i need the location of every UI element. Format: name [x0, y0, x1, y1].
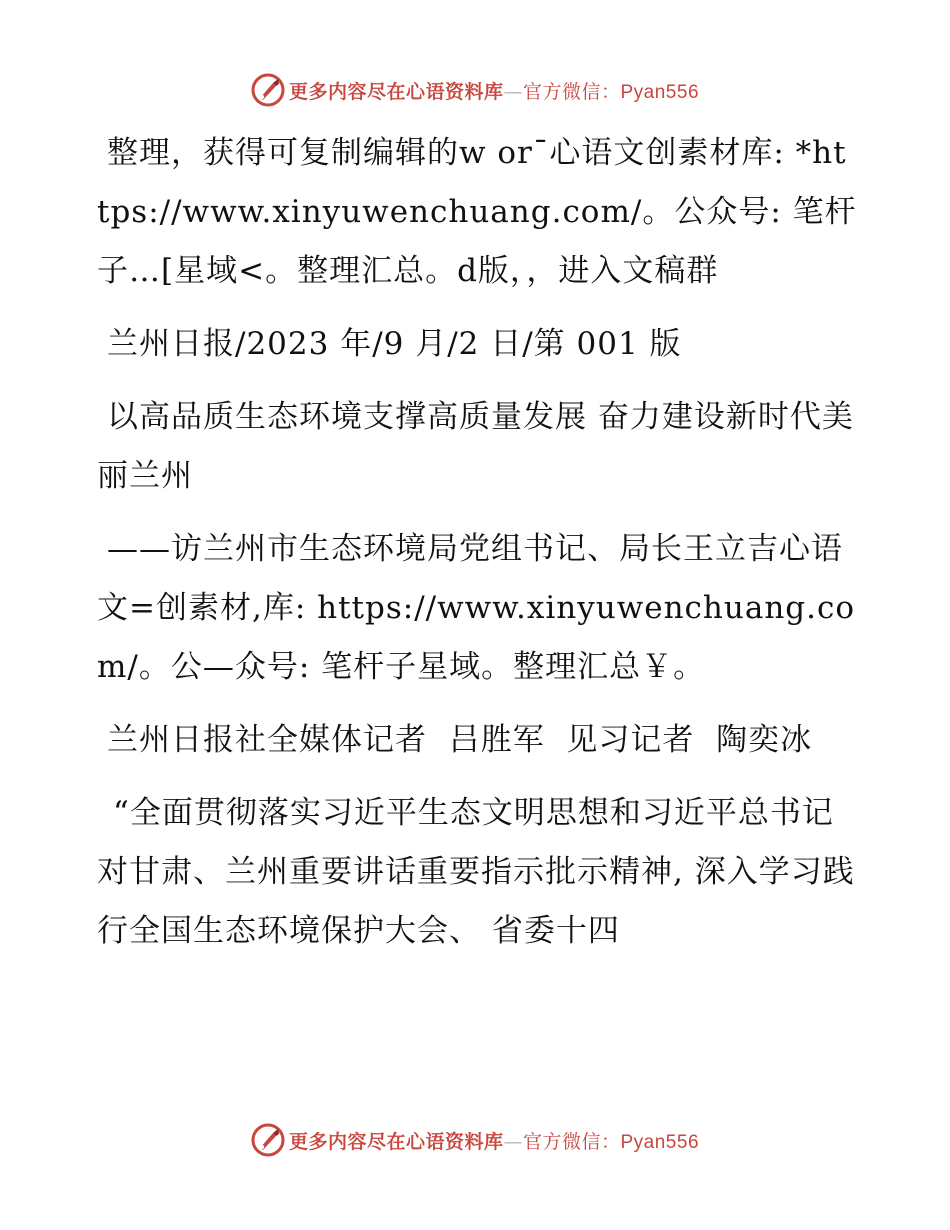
header-watermark-text [289, 77, 699, 104]
footer-separator: — [503, 1130, 523, 1153]
body-paragraph: “全面贯彻落实习近平生态文明思想和习近平总书记对甘肃、兰州重要讲话重要指示批示精神, 深入学习践行全国生态环境保护大会、 省委十四 [97, 795, 855, 949]
byline: 兰州日报社全媒体记者 吕胜军 见习记者 陶奕冰 [107, 722, 813, 758]
quill-logo-icon [251, 1123, 285, 1157]
header-brand-text: 更多内容尽在心语资料库 [288, 80, 504, 103]
header-separator: — [503, 80, 523, 103]
intro-paragraph: 整理，获得可复制编辑的w or¯心语文创素材库: *https://www.xinyuwenchuang.com/。公众号: 笔杆子…[星域<。整理汇总。d版，，进入文稿群 [97, 135, 857, 289]
article-title: 以高品质生态环境支撑高质量发展 奋力建设新时代美丽兰州 [97, 399, 854, 494]
article-subtitle: ——访兰州市生态环境局党组书记、局长王立吉心语文=创素材,库: https://www.xinyuwenchuang.com/。公—众号: 笔杆子星域。整理汇总￥。 [97, 531, 856, 685]
footer-watermark-text [289, 1127, 699, 1154]
footer-wechat-id: Pyan556 [620, 1131, 700, 1153]
header-wechat-id: Pyan556 [620, 81, 700, 103]
footer-watermark-banner [0, 1118, 950, 1162]
publication-line: 兰州日报/2023 年/9 月/2 日/第 001 版 [107, 326, 682, 362]
footer-brand-text: 更多内容尽在心语资料库 [288, 1130, 504, 1153]
document-body [97, 124, 857, 975]
quill-logo-icon [251, 73, 285, 107]
footer-wechat-label: 官方微信： [522, 1130, 621, 1153]
header-wechat-label: 官方微信： [522, 80, 621, 103]
header-watermark-banner [0, 68, 950, 112]
